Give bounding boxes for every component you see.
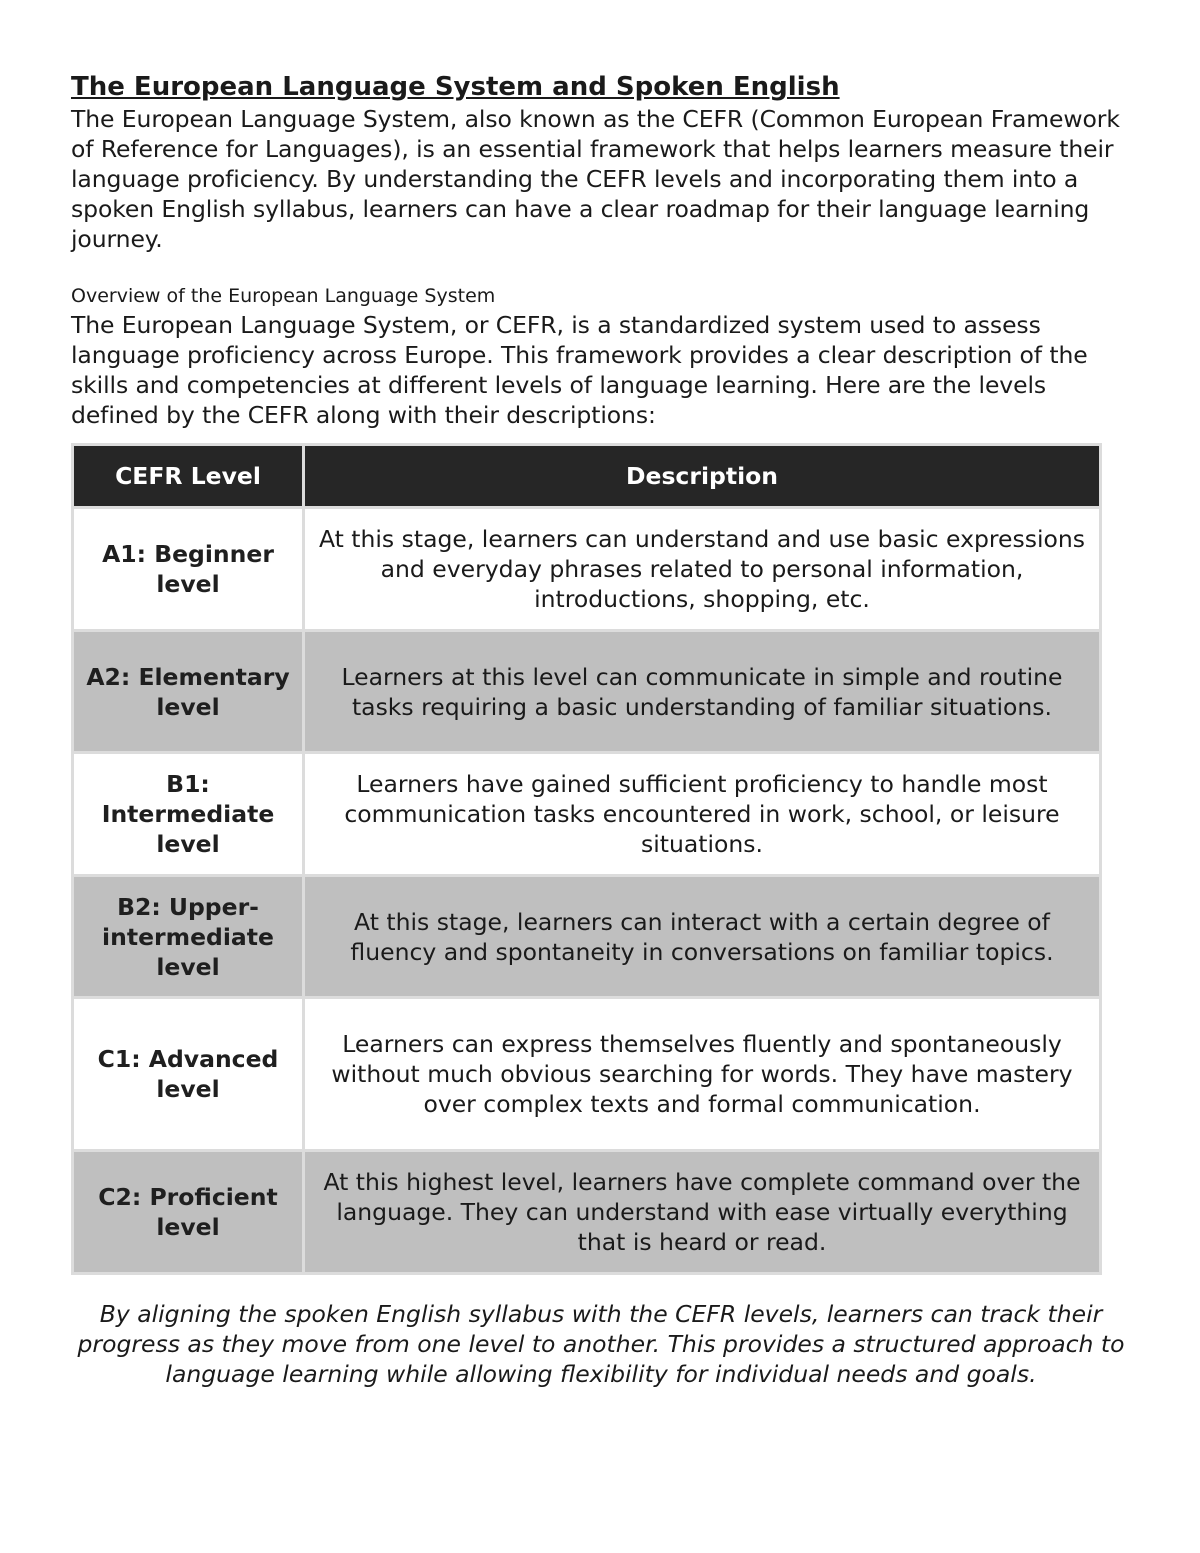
table-row <box>73 876 1101 998</box>
cefr-levels-table <box>71 443 1102 1275</box>
level-cell: B2: Upper-intermediate level <box>73 876 304 998</box>
header-description: Description <box>304 445 1101 508</box>
table-row <box>73 508 1101 631</box>
document-page <box>71 70 1131 1389</box>
description-cell: Learners at this level can communicate in simple and routine tasks requiring a basic understanding of familiar situations. <box>304 631 1101 753</box>
description-cell: At this stage, learners can interact with a certain degree of fluency and spontaneity in conversations on familiar topics. <box>304 876 1101 998</box>
overview-paragraph: The European Language System, or CEFR, is a standardized system used to assess language proficiency across Europe. This framework provides a clear description of the skills and competencies at different levels of language learning. Here are the levels defined by the CEFR along with their descriptions: <box>71 311 1088 429</box>
table-row <box>73 631 1101 753</box>
level-cell: A1: Beginner level <box>73 508 304 631</box>
level-cell: A2: Elementary level <box>73 631 304 753</box>
table-row <box>73 1151 1101 1274</box>
intro-paragraph: The European Language System, also known as the CEFR (Common European Framework of Reference for Languages), is an essential framework that helps learners measure their language proficiency. By understanding the CEFR levels and incorporating them into a spoken English syllabus, learners can have a clear roadmap for their language learning journey. <box>71 105 1120 253</box>
description-cell: At this highest level, learners have complete command over the language. They can understand with ease virtually everything that is heard or read. <box>304 1151 1101 1274</box>
table-row <box>73 998 1101 1151</box>
level-cell: B1: Intermediate level <box>73 753 304 876</box>
description-cell: Learners can express themselves fluently and spontaneously without much obvious searching for words. They have mastery over complex texts and formal communication. <box>304 998 1101 1151</box>
header-cefr-level: CEFR Level <box>73 445 304 508</box>
table-row <box>73 753 1101 876</box>
overview-heading: Overview of the European Language System <box>71 285 496 307</box>
table-header-row <box>73 445 1101 508</box>
document-title: The European Language System and Spoken English <box>71 72 840 102</box>
level-cell: C2: Proficient level <box>73 1151 304 1274</box>
level-cell: C1: Advanced level <box>73 998 304 1151</box>
closing-paragraph: By aligning the spoken English syllabus with the CEFR levels, learners can track their progress as they move from one level to another. This provides a structured approach to language learning while allowing flexibility for individual needs and goals. <box>77 1300 1125 1388</box>
description-cell: At this stage, learners can understand and use basic expressions and everyday phrases related to personal information, introductions, shopping, etc. <box>304 508 1101 631</box>
description-cell: Learners have gained sufficient proficiency to handle most communication tasks encountered in work, school, or leisure situations. <box>304 753 1101 876</box>
